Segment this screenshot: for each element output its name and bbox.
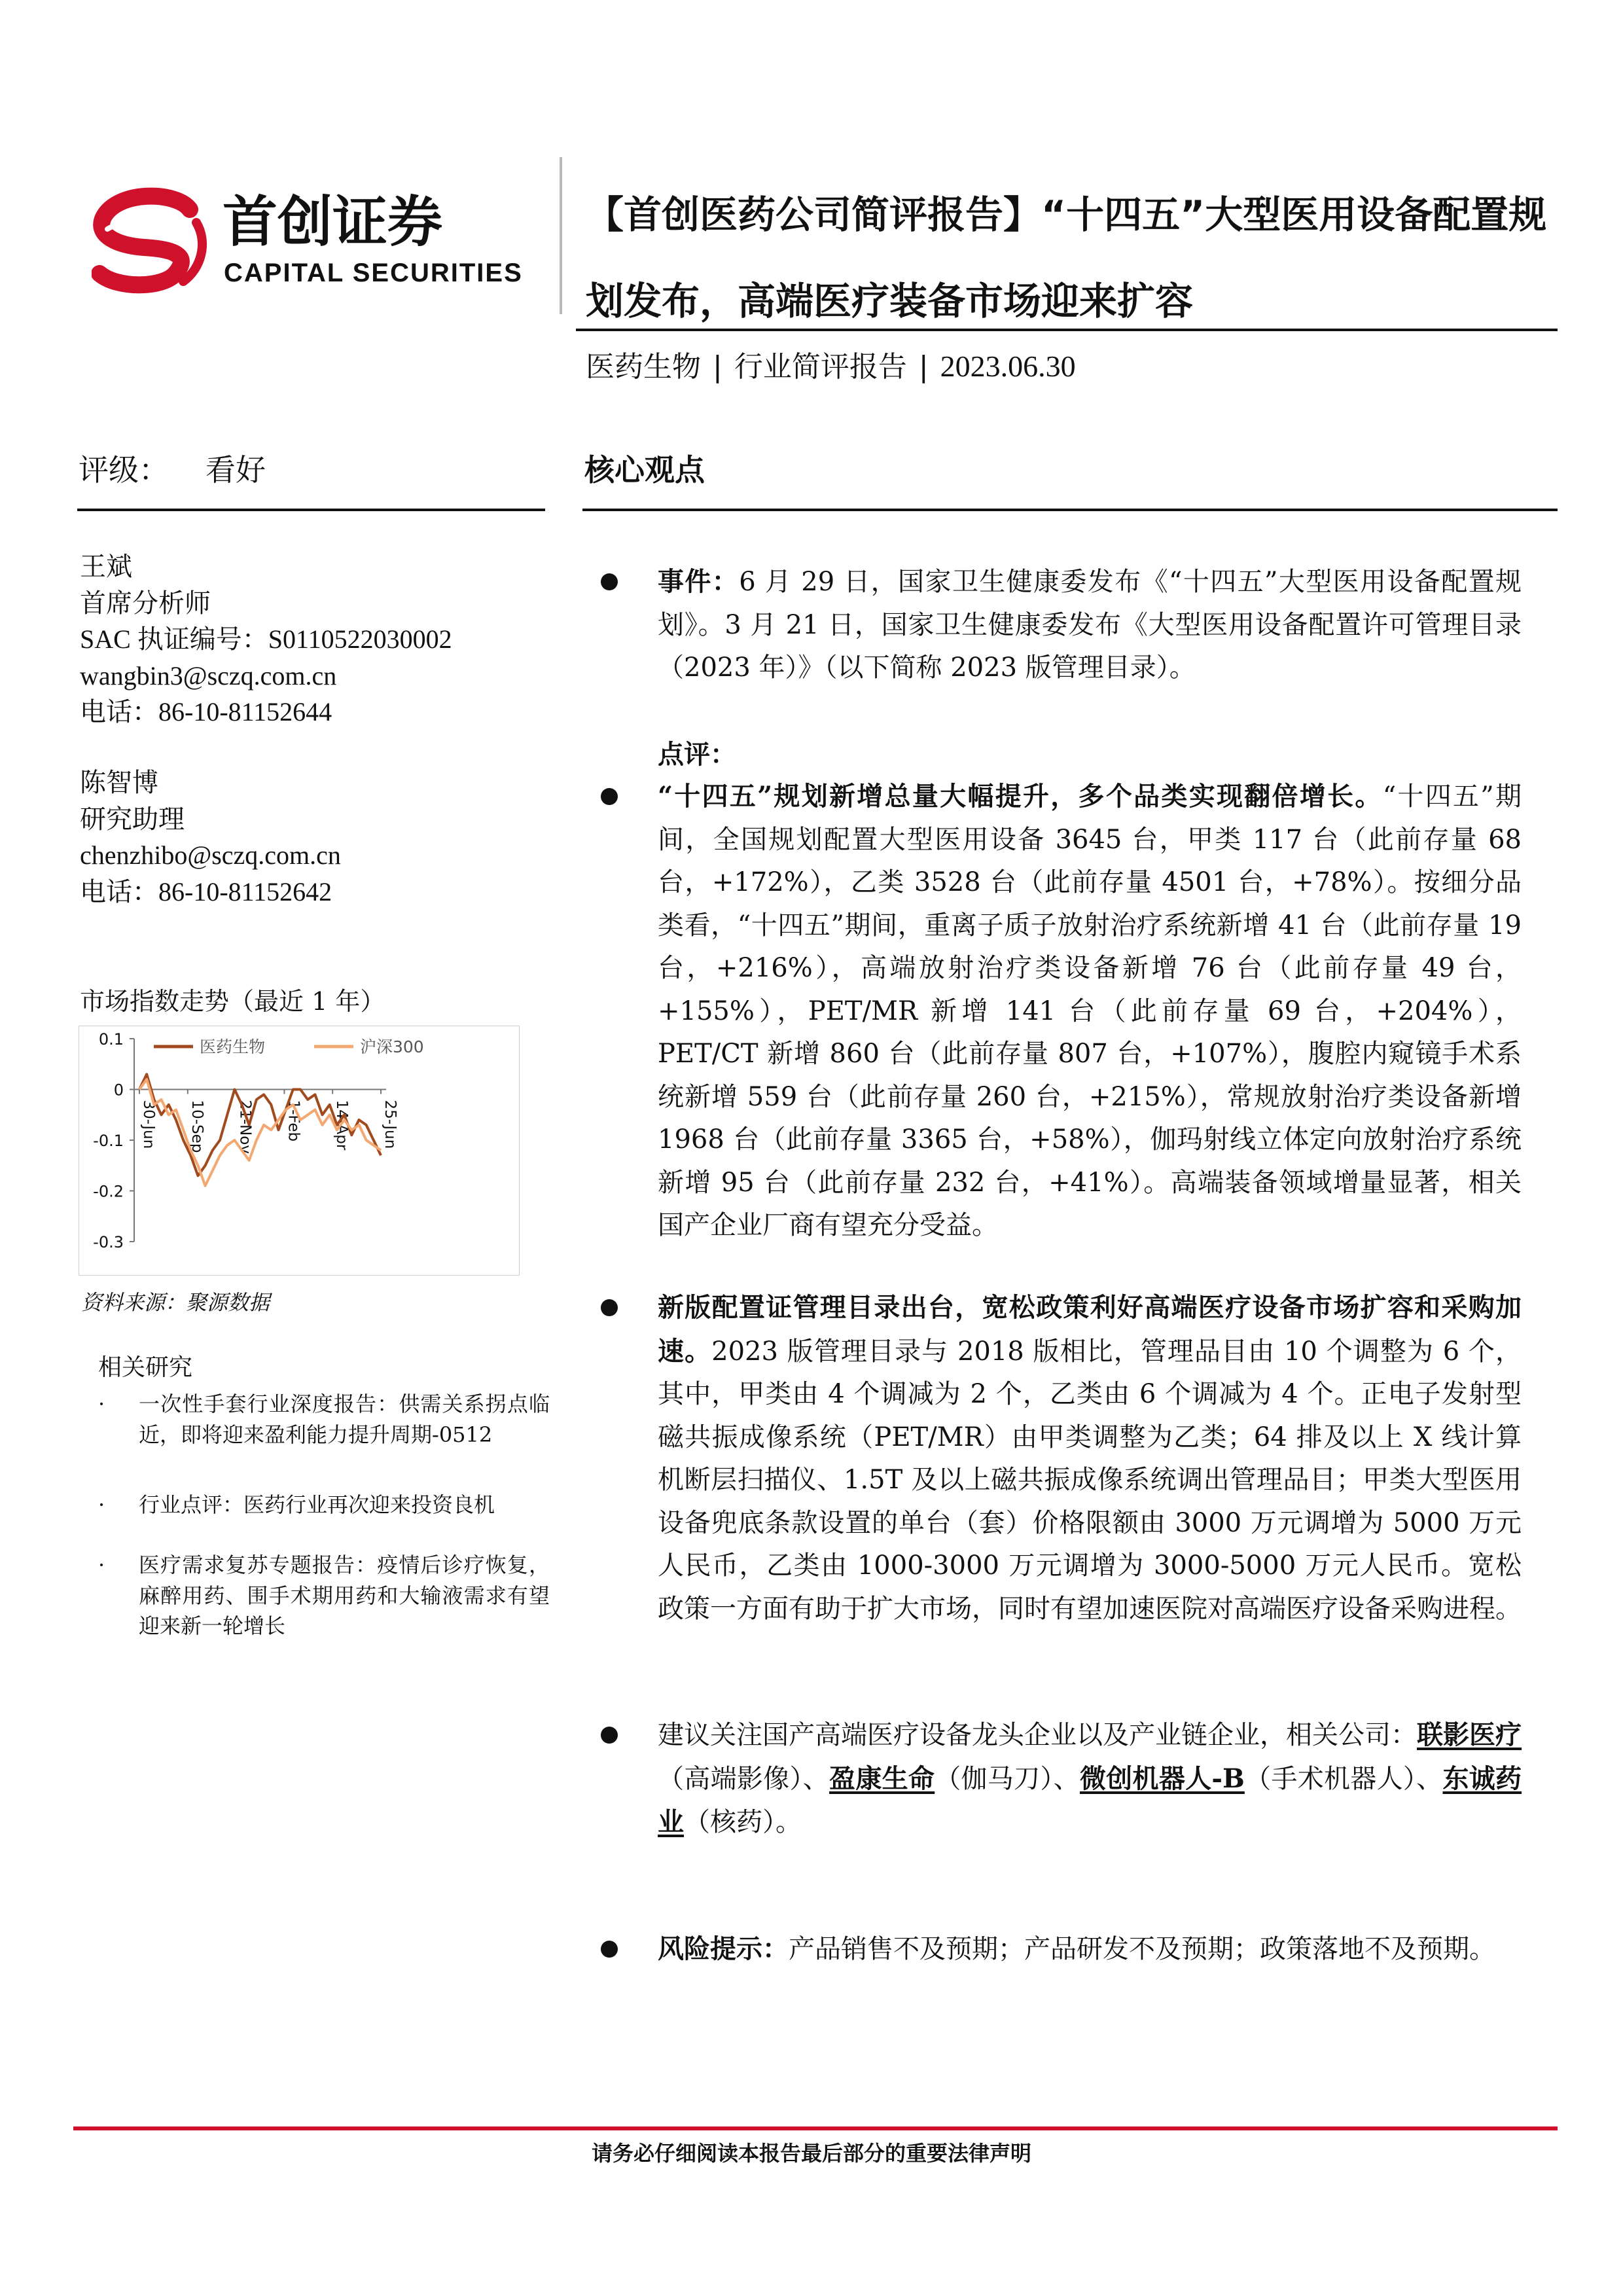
x-tick-label: 21-Nov <box>236 1100 254 1154</box>
analyst-name: 陈智博 <box>80 768 158 797</box>
report-subheader: 医药生物 | 行业简评报告 | 2023.06.30 <box>586 350 1076 384</box>
logo-divider <box>560 157 562 314</box>
x-tick-label: 1-Feb <box>285 1100 302 1142</box>
header-rule <box>576 329 1558 331</box>
bullet-dot: · <box>98 1391 105 1416</box>
related-research-item[interactable] <box>98 1490 550 1520</box>
event-label: 事件： <box>658 566 740 597</box>
rating <box>79 450 266 490</box>
policy-text: 2023 版管理目录与 2018 版相比，管理品目由 10 个调整为 6 个，其中，甲类由 4 个调减为 2 个，乙类由 6 个调减为 4 个。正电子发射型磁共振成像系统（PET/MR）由甲类调整为乙类；64 排及以上 X 线计算机断层扫描仪、1.5T 及以上磁共振成像系统调出管理品目；甲类大型医用设备兜底条款设置的单台（套）价格限额由 3000 万元调增为 5000 万元人民币，乙类由 1000-3000 万元调增为 3000-5000 万元人民币。宽松政策一方面有助于扩大市场，同时有望加速医院对高端医疗设备采购进程。 <box>658 1336 1522 1624</box>
company-link[interactable]: 联影医疗 <box>1417 1719 1522 1750</box>
y-tick-label: -0.2 <box>93 1182 124 1201</box>
right-rule <box>582 509 1558 511</box>
legend-label: 沪深300 <box>360 1037 424 1056</box>
chart-legend <box>154 1037 424 1056</box>
separator: 、 <box>802 1763 830 1794</box>
analyst-license: SAC 执证编号：S0110522030002 <box>80 624 452 654</box>
company-note: （高端影像） <box>658 1763 803 1794</box>
analyst-card <box>80 548 551 730</box>
related-research-text: 医疗需求复苏专题报告：疫情后诊疗恢复，麻醉用药、围手术期用药和大输液需求有望迎来新一轮增长 <box>139 1552 550 1638</box>
separator: 、 <box>1416 1763 1443 1794</box>
plan-paragraph <box>658 775 1522 1247</box>
x-tick-label: 14-Apr <box>333 1100 351 1151</box>
rating-label: 评级： <box>79 452 169 488</box>
bullet-icon <box>601 1727 618 1744</box>
left-rule <box>77 509 545 511</box>
y-tick-label: 0.1 <box>98 1030 124 1049</box>
company-link[interactable]: 微创机器人-B <box>1079 1763 1245 1794</box>
risk-label: 风险提示： <box>658 1933 789 1964</box>
bullet-icon <box>601 573 618 590</box>
analyst-phone: 电话：86-10-81152642 <box>80 876 332 906</box>
policy-paragraph <box>658 1286 1522 1630</box>
rating-value: 看好 <box>205 452 266 488</box>
event-text: 6 月 29 日，国家卫生健康委发布《“十四五”大型医用设备配置规划》。3 月 21 日，国家卫生健康委发布《大型医用设备配置许可管理目录（2023 年）》（以下简称 2023 版管理目录）。 <box>658 567 1522 683</box>
bullet-icon <box>601 788 618 805</box>
company-link[interactable]: 盈康生命 <box>829 1763 935 1794</box>
x-tick-label: 30-Jun <box>140 1100 157 1149</box>
company-note: （手术机器人） <box>1244 1763 1417 1794</box>
related-research-title: 相关研究 <box>98 1354 193 1381</box>
plan-lead: “十四五”规划新增总量大幅提升，多个品类实现翻倍增长。 <box>658 781 1383 812</box>
x-tick-label: 25-Jun <box>382 1100 399 1149</box>
bullet-icon <box>601 1941 618 1958</box>
related-research-item[interactable] <box>98 1550 550 1641</box>
plan-text: “十四五”期间，全国规划配置大型医用设备 3645 台，甲类 117 台（此前存量 68 台，+172%），乙类 3528 台（此前存量 4501 台，+78%）。按细分品类看，“十四五”期间，重离子质子放射治疗系统新增 41 台（此前存量 19 台，+216%），高端放射治疗类设备新增 76 台（此前存量 49 台，+155%），PET/MR 新增 141 台（此前存量 69 台，+204%），PET/CT 新增 860 台（此前存量 807 台，+107%），腹腔内窥镜手术系统新增 559 台（此前存量 260 台，+215%），常规放射治疗类设备新增 1968 台（此前存量 3365 台，+58%），伽玛射线立体定向放射治疗系统新增 95 台（此前存量 232 台，+41%）。高端装备领域增量显著，相关国产企业厂商有望充分受益。 <box>658 781 1522 1240</box>
comment-label: 点评： <box>658 739 736 770</box>
analyst-title: 研究助理 <box>80 804 185 834</box>
footer-rule <box>73 2126 1558 2130</box>
bullet-dot: · <box>98 1552 105 1577</box>
related-research-item[interactable] <box>98 1389 550 1450</box>
risk-text: 产品销售不及预期；产品研发不及预期；政策落地不及预期。 <box>789 1934 1495 1964</box>
related-research-text: 一次性手套行业深度报告：供需关系拐点临近，即将迎来盈利能力提升周期-0512 <box>139 1391 550 1447</box>
y-tick-label: 0 <box>113 1081 124 1100</box>
risk-paragraph <box>658 1928 1522 1971</box>
bullet-dot: · <box>98 1492 105 1517</box>
analyst-email[interactable]: chenzhibo@sczq.com.cn <box>80 840 341 870</box>
separator: 、 <box>1053 1763 1080 1794</box>
policy-lead: 新版配置证管理目录出台，宽松政策利好高端医疗设备市场扩容和采购加速。 <box>658 1292 1522 1367</box>
sector-label: 医药生物 <box>586 350 701 384</box>
chart-source: 资料来源：聚源数据 <box>81 1290 270 1315</box>
chart-y-ticks <box>93 1030 124 1251</box>
brand-logo <box>92 183 543 308</box>
logo-icon <box>99 196 202 285</box>
report-title: 【首创医药公司简评报告】“十四五”大型医用设备配置规划发布，高端医疗装备市场迎来扩容 <box>586 192 1547 323</box>
analyst-title: 首席分析师 <box>80 588 211 618</box>
company-note: （核药） <box>684 1807 776 1837</box>
core-view-title: 核心观点 <box>584 452 705 488</box>
report-type-label: 行业简评报告 <box>734 350 907 384</box>
report-date: 2023.06.30 <box>940 350 1076 383</box>
chart-title: 市场指数走势（最近 1 年） <box>80 987 385 1016</box>
analyst-card <box>80 764 551 910</box>
legal-disclaimer: 请务必仔细阅读本报告最后部分的重要法律声明 <box>591 2141 1031 2166</box>
market-index-chart <box>79 1026 520 1276</box>
legend-label: 医药生物 <box>200 1037 266 1056</box>
company-note: （伽马刀） <box>935 1763 1054 1794</box>
x-tick-label: 10-Sep <box>188 1100 205 1153</box>
analyst-email[interactable]: wangbin3@sczq.com.cn <box>80 660 337 691</box>
related-research-text: 行业点评：医药行业再次迎来投资良机 <box>139 1492 495 1517</box>
analyst-phone: 电话：86-10-81152644 <box>80 697 332 726</box>
analyst-name: 王斌 <box>80 552 132 581</box>
recommendation-intro: 建议关注国产高端医疗设备龙头企业以及产业链企业，相关公司： <box>658 1720 1417 1750</box>
y-tick-label: -0.3 <box>93 1233 124 1251</box>
logo-mark <box>92 183 543 308</box>
logo-name-cn: 首创证券 <box>223 190 443 254</box>
company-link[interactable]: 东诚药业 <box>658 1763 1522 1837</box>
recommendation-paragraph <box>658 1713 1522 1844</box>
sentence-end: 。 <box>776 1807 802 1837</box>
bullet-icon <box>601 1299 618 1316</box>
y-tick-label: -0.1 <box>93 1132 124 1150</box>
logo-name-en: CAPITAL SECURITIES <box>224 259 523 287</box>
event-paragraph <box>658 560 1522 690</box>
